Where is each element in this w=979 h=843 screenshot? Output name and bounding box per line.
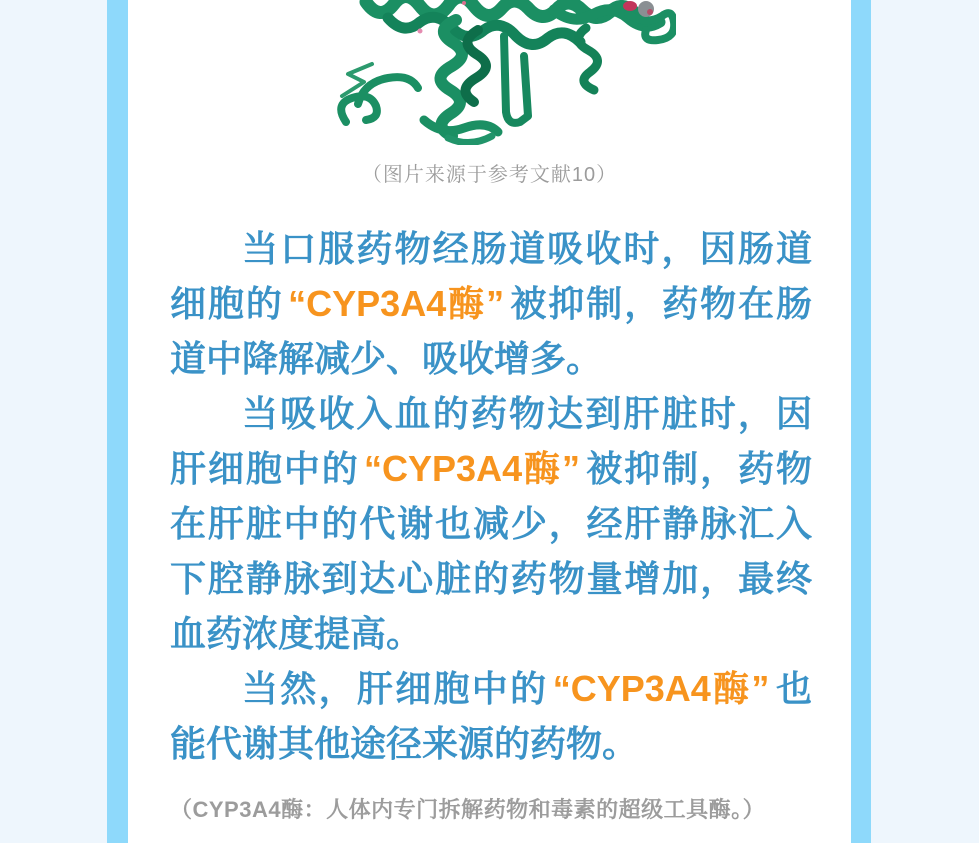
body-text-segment: 被抑制，药物在肝脏中的代谢也减少，经肝静脉汇入下腔静脉到达心脏的药物量增加，最终血药浓度提高。 xyxy=(170,448,812,654)
highlight-cyp3a4: “CYP3A4酶” xyxy=(288,283,505,324)
body-text-segment: 当吸收入血的药物达到肝脏时，因肝细胞中的 xyxy=(170,393,812,489)
body-text-segment: 当口服药物经肠道吸收时，因肠道细胞的 xyxy=(170,228,812,324)
body-text-segment: 被抑制，药物在肠道中降解减少、吸收增多。 xyxy=(170,283,812,379)
body-paragraph xyxy=(170,661,812,771)
body-text-segment: 当然，肝细胞中的 xyxy=(242,668,549,709)
highlight-cyp3a4: “CYP3A4酶” xyxy=(552,668,770,709)
right-border-stripe xyxy=(851,0,871,843)
body-paragraph xyxy=(170,386,812,661)
cyp3a4-footnote: （CYP3A4酶：人体内专门拆解药物和毒素的超级工具酶。） xyxy=(170,797,766,822)
body-text-segment: 也能代谢其他途径来源的药物。 xyxy=(170,668,812,764)
left-border-stripe xyxy=(107,0,128,843)
protein-structure-image xyxy=(328,0,676,145)
article-body xyxy=(170,221,812,771)
highlight-cyp3a4: “CYP3A4酶” xyxy=(364,448,580,489)
figure-caption: （图片来源于参考文献10） xyxy=(361,164,618,186)
content-card xyxy=(128,0,851,843)
body-paragraph xyxy=(170,221,812,386)
